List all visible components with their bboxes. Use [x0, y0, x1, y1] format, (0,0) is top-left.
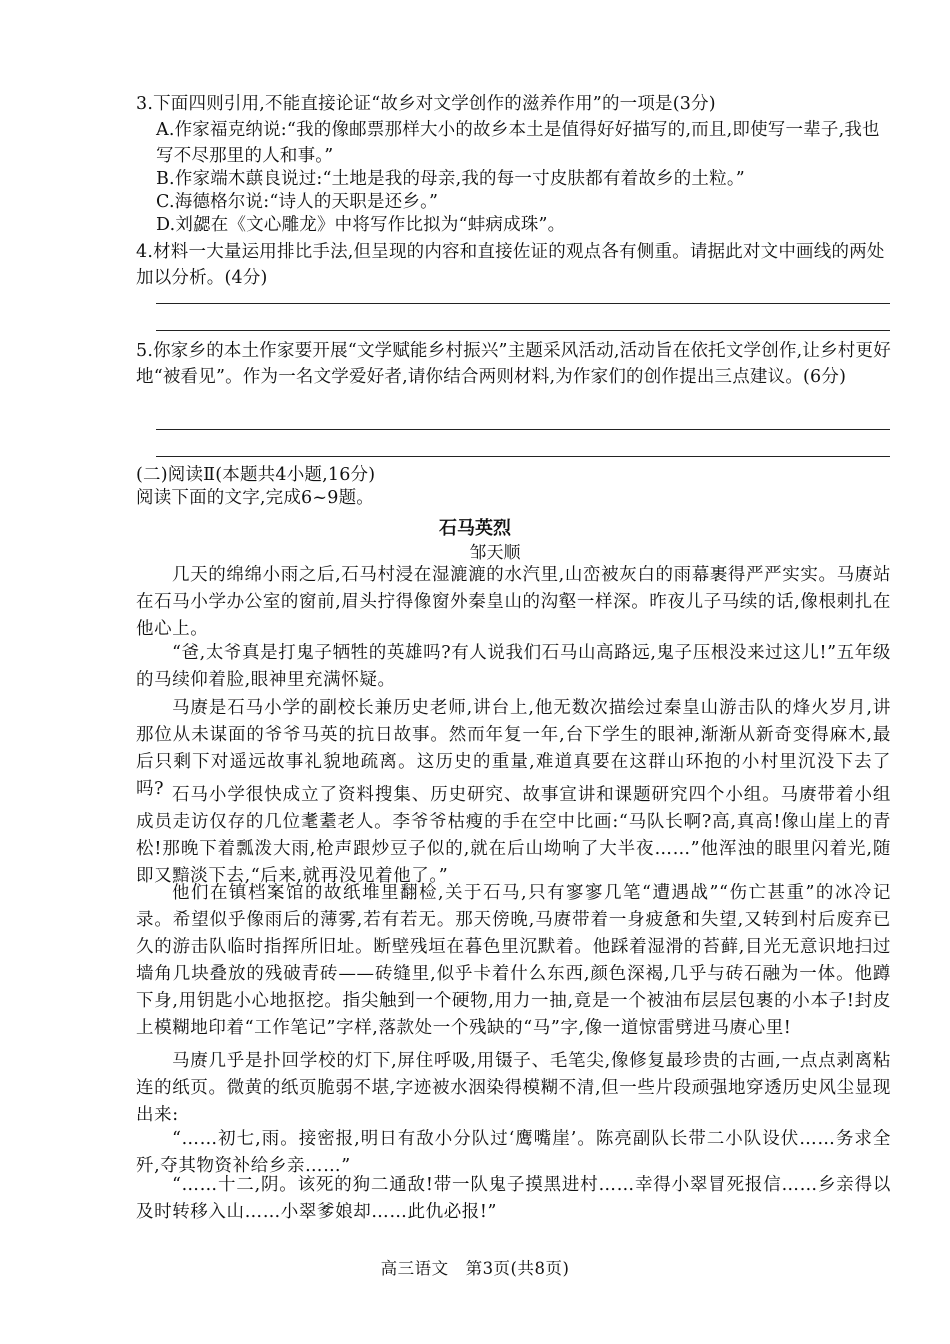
passage-paragraph: 马赓是石马小学的副校长兼历史老师,讲台上,他无数次描绘过秦皇山游击队的烽火岁月,讲那位从未谋面的爷爷马英的抗日故事。然而年复一年,台下学生的眼神,渐渐从新奇变得麻木,最后只剩下对遥远故事礼貌地疏离。这历史的重量,难道真要在这群山环抱的小村里沉没下去了吗? — [136, 698, 891, 799]
passage-paragraph: 几天的绵绵小雨之后,石马村浸在湿漉漉的水汽里,山峦被灰白的雨幕裹得严严实实。马赓站在石马小学办公室的窗前,眉头拧得像窗外秦皇山的沟壑一样深。昨夜儿子马续的话,像根刺扎在他心上。 — [136, 565, 891, 639]
answer-line[interactable] — [156, 429, 890, 430]
passage-paragraph: 马赓几乎是扑回学校的灯下,屏住呼吸,用镊子、毛笔尖,像修复最珍贵的古画,一点点剥离粘连的纸页。微黄的纸页脆弱不堪,字迹被水洇染得模糊不清,但一些片段顽强地穿透历史风尘显现出来: — [136, 1051, 891, 1125]
page-footer: 高三语文 第3页(共8页) — [380, 1259, 570, 1278]
question-5-stem: 5.你家乡的本土作家要开展“文学赋能乡村振兴”主题采风活动,活动旨在依托文学创作,让乡村更好地“被看见”。作为一名文学爱好者,请你结合两则材料,为作家们的创作提出三点建议。(6分) — [136, 341, 891, 387]
answer-line[interactable] — [156, 330, 890, 331]
passage-author: 邹天顺 — [469, 543, 521, 563]
answer-line[interactable] — [156, 303, 890, 304]
passage-paragraph: 他们在镇档案馆的故纸堆里翻检,关于石马,只有寥寥几笔“遭遇战”“伤亡甚重”的冰冷记录。希望似乎像雨后的薄雾,若有若无。那天傍晚,马赓带着一身疲惫和失望,又转到村后废弃已久的游击队临时指挥所旧址。断壁残垣在暮色里沉默着。他踩着湿滑的苔藓,目光无意识地扫过墙角几块叠放的残破青砖——砖缝里,似乎卡着什么东西,颜色深褐,几乎与砖石融为一体。他蹲下身,用钥匙小心地抠挖。指尖触到一个硬物,用力一抽,竟是一个被油布层层包裹的小本子!封皮上模糊地印着“工作笔记”字样,落款处一个残缺的“马”字,像一道惊雷劈进马赓心里! — [136, 883, 891, 1038]
question-3-option-a: A.作家福克纳说:“我的像邮票那样大小的故乡本土是值得好好描写的,而且,即使写一辈子,我也写不尽那里的人和事。” — [156, 120, 880, 166]
question-3-option-c: C.海德格尔说:“诗人的天职是还乡。” — [156, 192, 439, 212]
answer-line[interactable] — [156, 456, 890, 457]
question-3-option-b: B.作家端木蕻良说过:“土地是我的母亲,我的每一寸皮肤都有着故乡的土粒。” — [156, 169, 745, 189]
passage-paragraph: “爸,太爷真是打鬼子牺牲的英雄吗?有人说我们石马山高路远,鬼子压根没来过这儿!”五年级的马续仰着脸,眼神里充满怀疑。 — [136, 643, 891, 690]
passage-paragraph: “……初七,雨。接密报,明日有敌小分队过‘鹰嘴崖’。陈亮副队长带二小队设伏……务求全歼,夺其物资补给乡亲……” — [136, 1129, 891, 1176]
question-3-option-d: D.刘勰在《文心雕龙》中将写作比拟为“蚌病成珠”。 — [156, 215, 566, 235]
passage-paragraph: “……十二,阴。该死的狗二通敌!带一队鬼子摸黑进村……幸得小翠冒死报信……乡亲得以及时转移入山……小翠爹娘却……此仇必报!” — [136, 1175, 891, 1222]
question-4-stem: 4.材料一大量运用排比手法,但呈现的内容和直接佐证的观点各有侧重。请据此对文中画线的两处加以分析。(4分) — [136, 242, 885, 288]
passage-title: 石马英烈 — [439, 518, 511, 539]
question-3-stem: 3.下面四则引用,不能直接论证“故乡对文学创作的滋养作用”的一项是(3分) — [136, 94, 716, 114]
passage-paragraph: 石马小学很快成立了资料搜集、历史研究、故事宣讲和课题研究四个小组。马赓带着小组成员走访仅存的几位耄耋老人。李爷爷枯瘦的手在空中比画:“马队长啊?高,真高!像山崖上的青松!那晚下着瓢泼大雨,枪声跟炒豆子似的,就在后山坳响了大半夜……”他浑浊的眼里闪着光,随即又黯淡下去,“后来,就再没见着他了。” — [136, 785, 891, 886]
section-heading: (二)阅读Ⅱ(本题共4小题,16分) — [136, 465, 376, 485]
section-instruction: 阅读下面的文字,完成6~9题。 — [136, 488, 374, 508]
